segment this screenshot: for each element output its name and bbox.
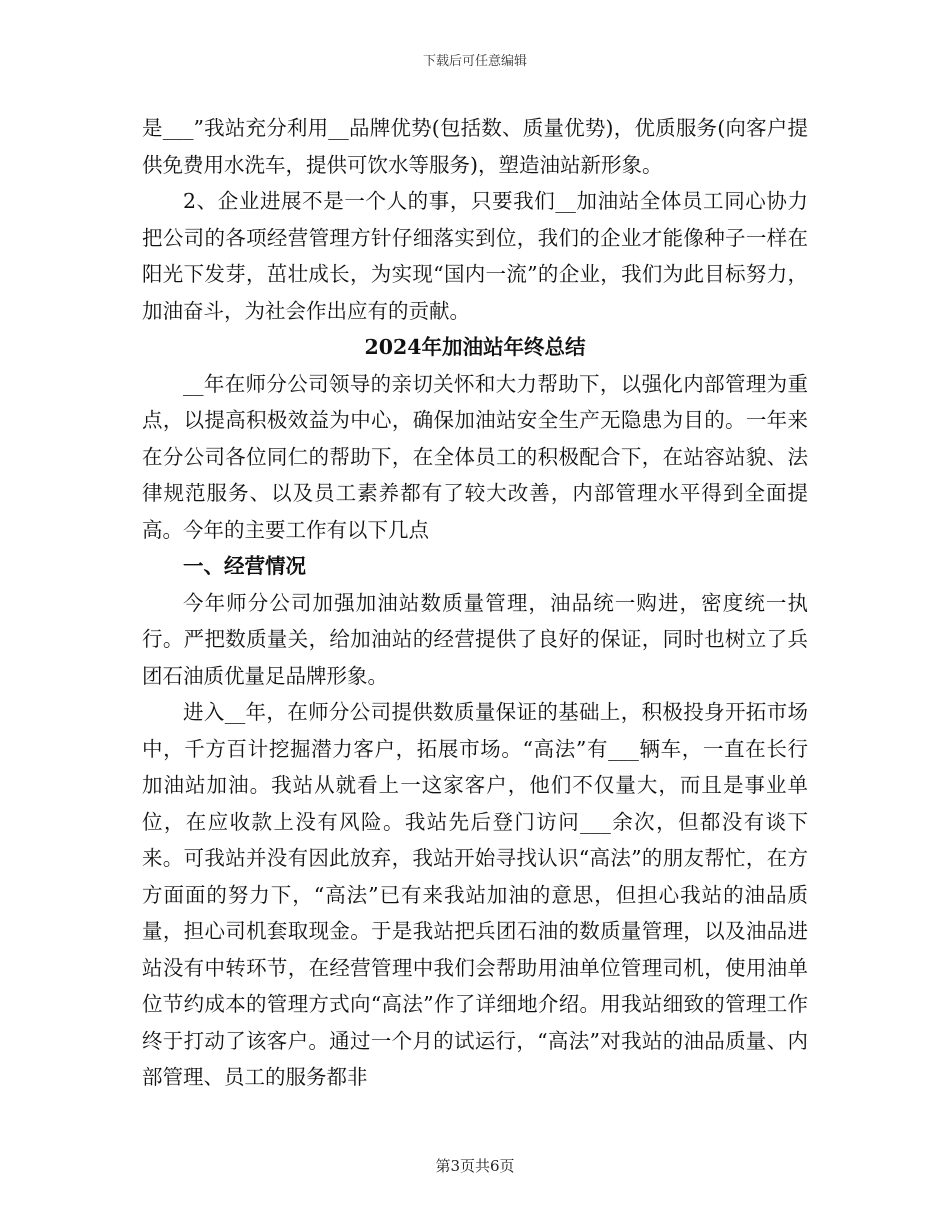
paragraph-quality-management: 今年师分公司加强加油站数质量管理，油品统一购进，密度统一执行。严把数质量关，给加油站的经营提供了良好的保证，同时也树立了兵团石油质优量足品牌形象。 [142, 590, 808, 688]
document-title: 2024年加油站年终总结 [364, 335, 586, 359]
page-number: 第3页共6页 [435, 1157, 515, 1175]
page-header-note: 下载后可任意编辑 [422, 54, 527, 69]
document-body [142, 110, 808, 1096]
paragraph-intro: __年在师分公司领导的亲切关怀和大力帮助下，以强化内部管理为重点，以提高积极效益为中心，确保加油站安全生产无隐患为目的。一年来在分公司各位同仁的帮助下，在全体员工的积极配合下，在站容站貌、法律规范服务、以及员工素养都有了较大改善，内部管理水平得到全面提高。今年的主要工作有以下几点 [142, 371, 808, 542]
paragraph-market-expansion: 进入__年，在师分公司提供数质量保证的基础上，积极投身开拓市场中，千方百计挖掘潜力客户，拓展市场。“高法”有___辆车，一直在长行加油站加油。我站从就看上一这家客户，他们不仅量大，而且是事业单位，在应收款上没有风险。我站先后登门访问___余次，但都没有谈下来。可我站并没有因此放弃，我站开始寻找认识“高法”的朋友帮忙，在方方面面的努力下，“高法”已有来我站加油的意思，但担心我站的油品质量，担心司机套取现金。于是我站把兵团石油的数质量管理，以及油品进站没有中转环节，在经营管理中我们会帮助用油单位管理司机，使用油单位节约成本的管理方式向“高法”作了详细地介绍。用我站细致的管理工作终于打动了该客户。通过一个月的试运行，“高法”对我站的油品质量、内部管理、员工的服务都非 [142, 700, 808, 1089]
paragraph-point-2: 2、企业进展不是一个人的事，只要我们__加油站全体员工同心协力把公司的各项经营管理方针仔细落实到位，我们的企业才能像种子一样在阳光下发芽，茁壮成长，为实现“国内一流”的企业，我们为此目标努力，加油奋斗，为社会作出应有的贡献。 [142, 189, 808, 323]
paragraph-continuation: 是___”我站充分利用__品牌优势(包括数、质量优势)，优质服务(向客户提供免费用水洗车，提供可饮水等服务)，塑造油站新形象。 [142, 116, 808, 177]
section-heading: 一、经营情况 [183, 554, 306, 578]
